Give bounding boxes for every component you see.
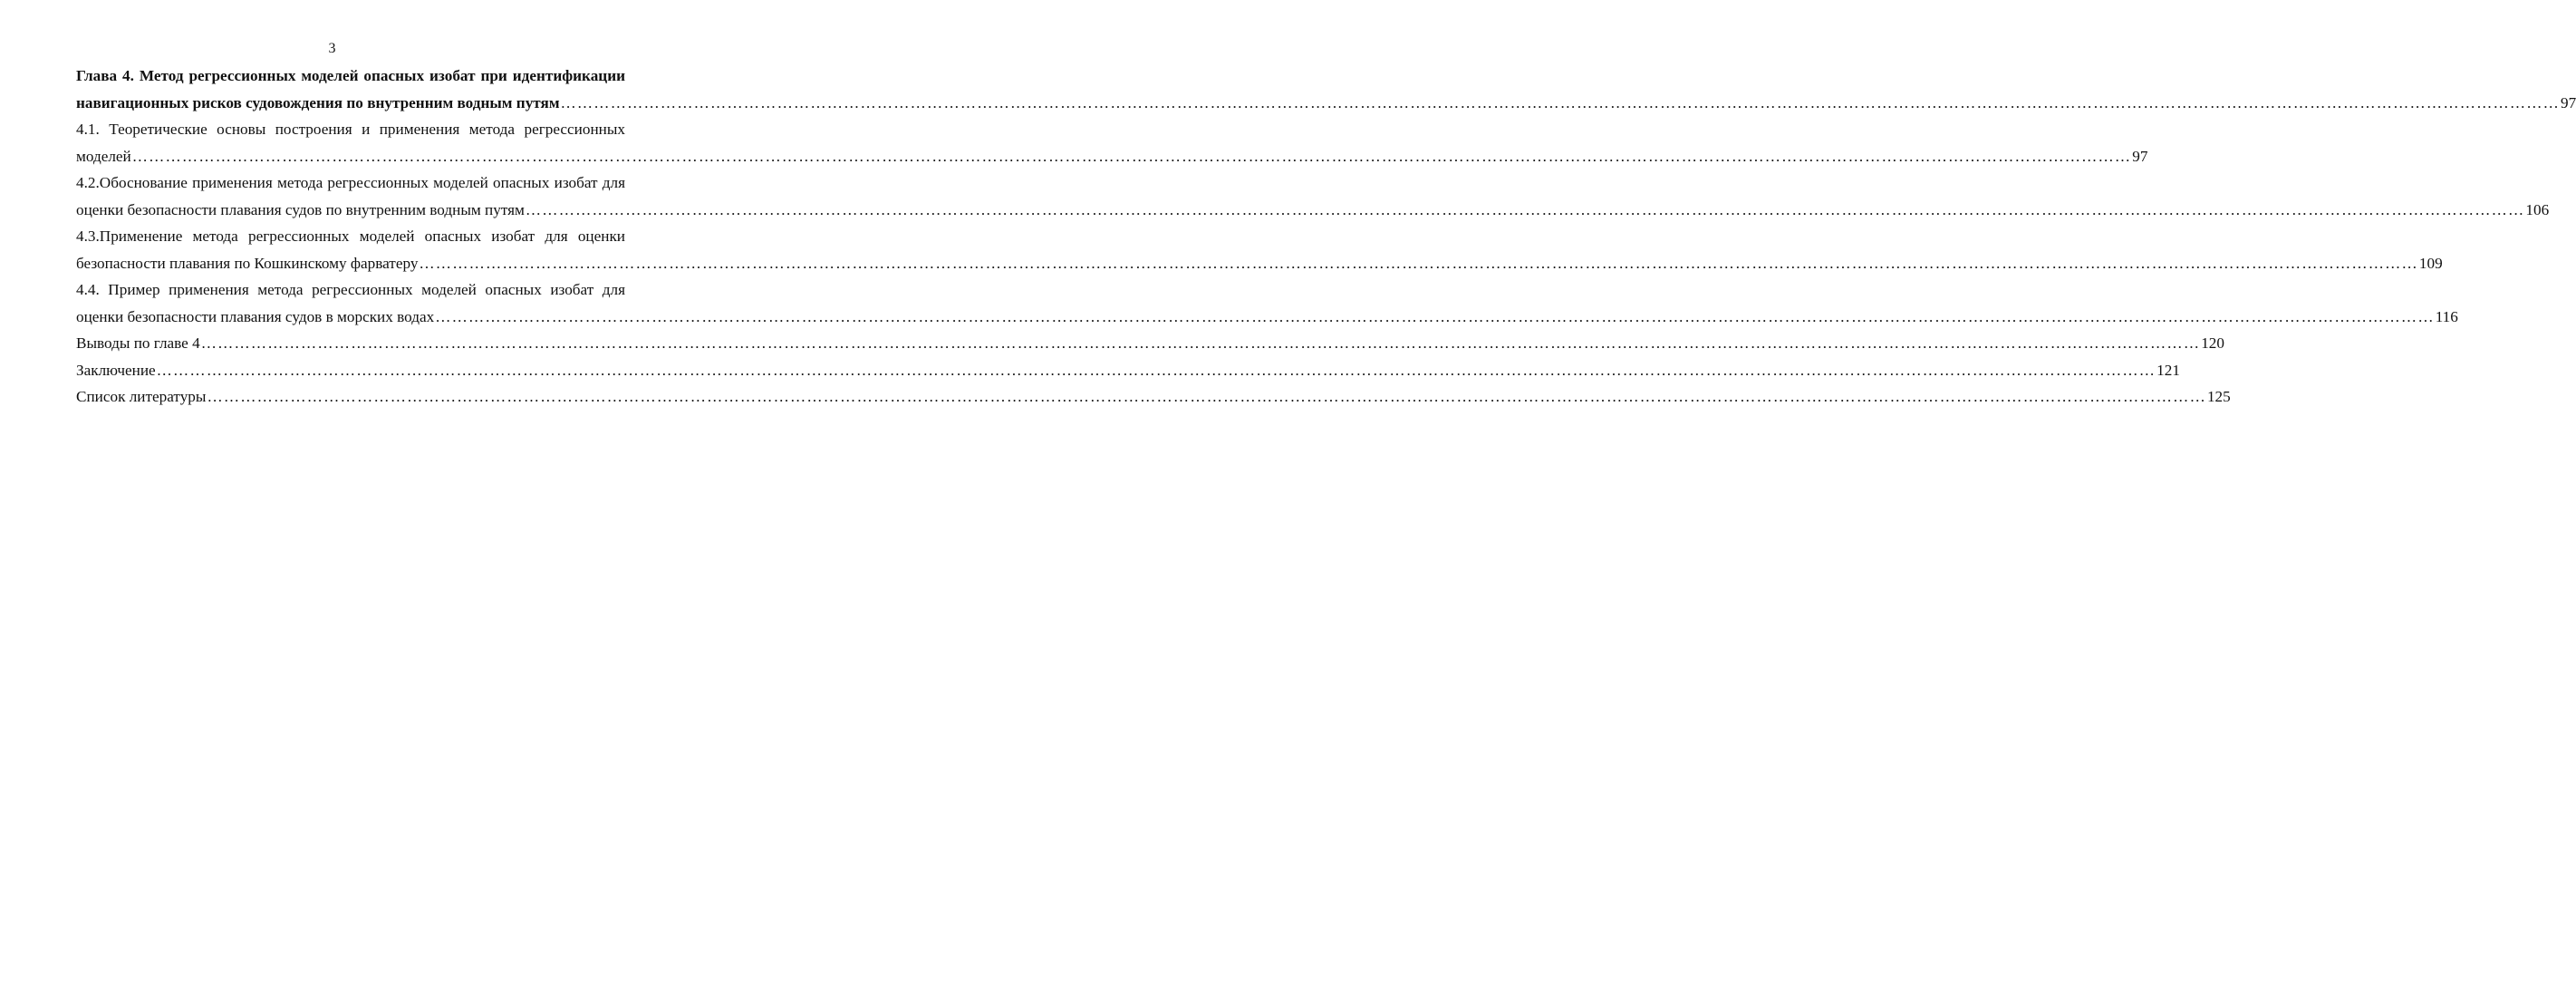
toc-page-number: 125 xyxy=(2206,388,2231,405)
toc-page-number: 116 xyxy=(2435,307,2458,325)
toc-entry-text: 4.4. Пример применения метода регрессионных моделей опасных изобат для xyxy=(76,281,625,298)
toc-entry-4-4[interactable] xyxy=(76,276,2458,330)
toc-entry-last-line xyxy=(76,304,2458,331)
toc-entry-references[interactable] xyxy=(76,383,2231,411)
toc-entry-text: Глава 4. Метод регрессионных моделей опасных изобат при идентификации xyxy=(76,67,625,84)
toc-entry-text: навигационных рисков судовождения по внутренним водным путям xyxy=(76,93,560,111)
dot-leader: ……………………………………………………………………………………………………………………………………………………………………………………………………………………………………………………………………………………………………………………………… xyxy=(156,361,2156,379)
toc-page-number: 106 xyxy=(2525,200,2550,218)
toc-entry-last-line xyxy=(76,383,2231,411)
toc-entry-last-line xyxy=(76,197,2550,224)
toc-entry-text: 4.3.Применение метода регрессионных моделей опасных изобат для оценки xyxy=(76,227,625,245)
toc-page-number: 121 xyxy=(2156,361,2180,379)
toc-page-number: 97 xyxy=(2132,147,2148,165)
toc-entry-4-3[interactable] xyxy=(76,223,2443,276)
toc-entry-text: оценки безопасности плавания судов в морских водах xyxy=(76,307,435,325)
toc-page-number: 109 xyxy=(2418,254,2443,272)
toc-entry-text: моделей xyxy=(76,147,131,165)
dot-leader: ……………………………………………………………………………………………………………………………………………………………………………………………………………………………………………………………………………………………………………………………… xyxy=(419,254,2418,272)
toc-entry-last-line xyxy=(76,143,2148,170)
toc-entry-last-line xyxy=(76,330,2224,357)
toc-entry-text: 4.2.Обоснование применения метода регрессионных моделей опасных изобат для xyxy=(76,174,625,191)
toc-entry-chapter-4[interactable] xyxy=(76,63,2576,116)
dot-leader: ……………………………………………………………………………………………………………………………………………………………………………………………………………………………………………………………………………………………………………………………… xyxy=(200,334,2201,352)
dot-leader: ……………………………………………………………………………………………………………………………………………………………………………………………………………………………………………………………………………………………………………………………… xyxy=(435,307,2435,325)
toc-entry-last-line xyxy=(76,357,2180,384)
toc-page-number: 120 xyxy=(2201,334,2224,352)
toc-entry-text: Заключение xyxy=(76,361,156,379)
dot-leader: ……………………………………………………………………………………………………………………………………………………………………………………………………………………………………………………………………………………………………………………………… xyxy=(131,147,2132,165)
toc-entry-text: оценки безопасности плавания судов по внутренним водным путям xyxy=(76,200,525,218)
dot-leader: ……………………………………………………………………………………………………………………………………………………………………………………………………………………………………………………………………………………………………………………………… xyxy=(207,388,2206,405)
toc-entry-text: безопасности плавания по Кошкинскому фарватеру xyxy=(76,254,419,272)
page-number: 3 xyxy=(328,41,336,56)
toc-entry-last-line xyxy=(76,90,2576,117)
toc-entry-4-1[interactable] xyxy=(76,116,2148,169)
dot-leader: ……………………………………………………………………………………………………………………………………………………………………………………………………………………………………………………………………………………………………………………………… xyxy=(525,200,2525,218)
table-of-contents xyxy=(76,63,2576,411)
dot-leader: ……………………………………………………………………………………………………………………………………………………………………………………………………………………………………………………………………………………………………………………………… xyxy=(560,93,2561,111)
toc-entry-conclusions-chapter-4[interactable] xyxy=(76,330,2224,357)
toc-entry-last-line xyxy=(76,250,2443,277)
toc-page-number: 97 xyxy=(2561,93,2576,111)
toc-entry-text: Список литературы xyxy=(76,388,207,405)
toc-entry-4-2[interactable] xyxy=(76,169,2550,223)
toc-entry-text: Выводы по главе 4 xyxy=(76,334,200,352)
toc-entry-text: 4.1. Теоретические основы построения и применения метода регрессионных xyxy=(76,121,625,138)
toc-entry-conclusion[interactable] xyxy=(76,357,2180,384)
